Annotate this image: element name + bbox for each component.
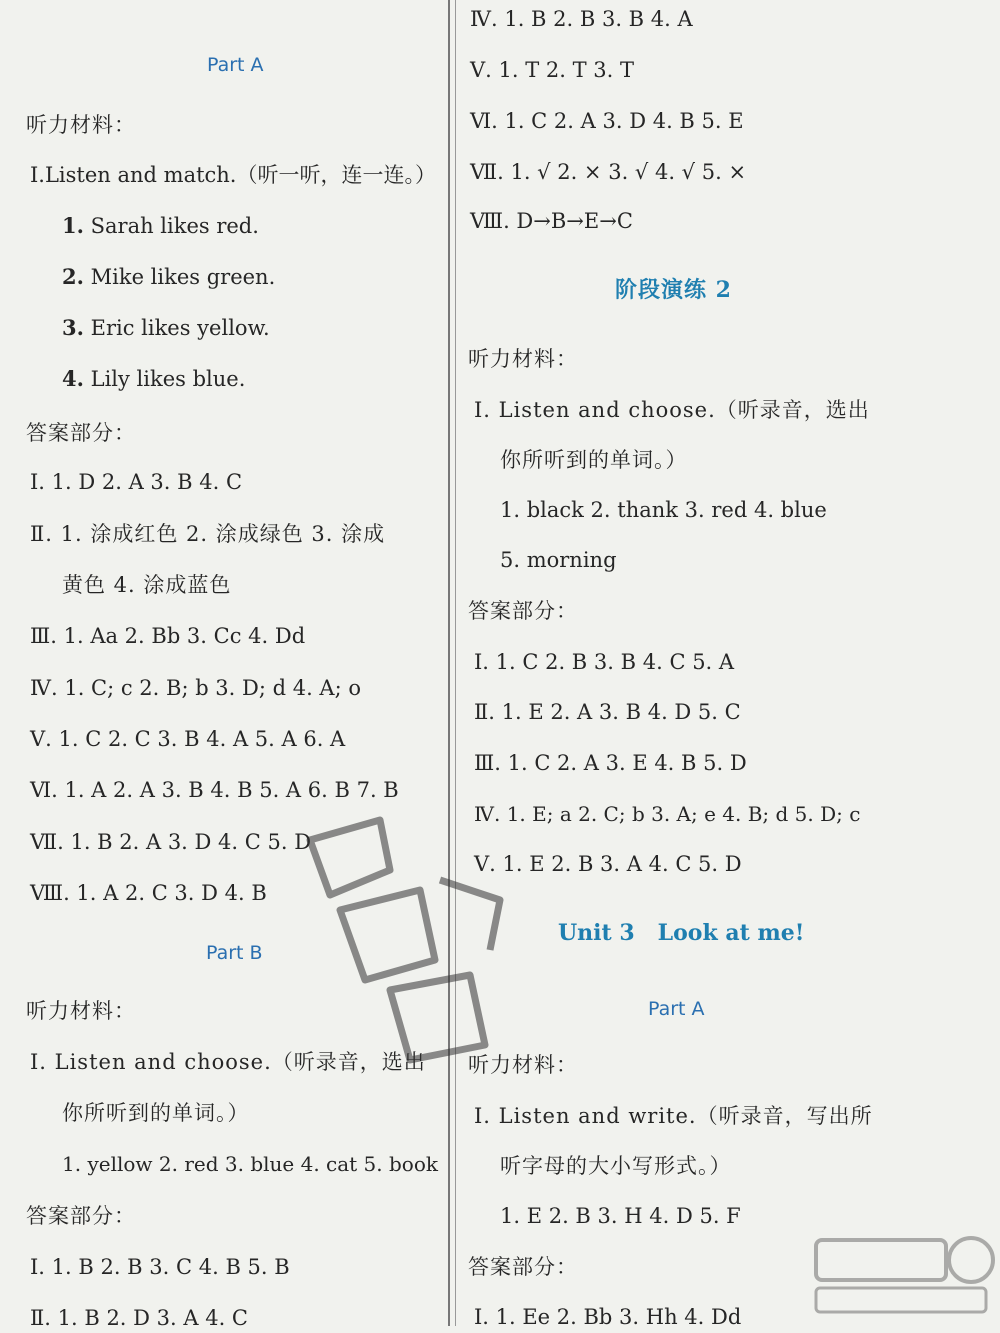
list-item [62, 313, 270, 343]
answer-row-r7: Ⅶ. 1. √ 2. × 3. √ 4. √ 5. × [470, 160, 747, 184]
answer-row-2b: 黄色 4. 涂成蓝色 [62, 573, 232, 597]
item-number: 4. [62, 366, 84, 391]
answer-row-r4: Ⅳ. 1. B 2. B 3. B 4. A [470, 7, 693, 31]
answer-row-3: Ⅲ. 1. Aa 2. Bb 3. Cc 4. Dd [30, 624, 306, 648]
answer-row-1: Ⅰ. 1. D 2. A 3. B 4. C [30, 470, 243, 494]
answer-row-2a: Ⅱ. 1. 涂成红色 2. 涂成绿色 3. 涂成 [30, 522, 386, 546]
answer-label: 答案部分： [26, 421, 136, 445]
answer-label: 答案部分： [468, 1255, 578, 1279]
answer-row-a4: Ⅳ. 1. E; a 2. C; b 3. A; e 4. B; d 5. D; c [474, 802, 861, 826]
answer-label: 答案部分： [26, 1204, 136, 1228]
section-1-text: Listen and match.（听一听，连一连。） [44, 163, 436, 187]
word-list: 1. black 2. thank 3. red 4. blue [500, 498, 827, 522]
answer-row-5: Ⅴ. 1. C 2. C 3. B 4. A 5. A 6. A [30, 727, 346, 751]
item-number: 3. [62, 315, 84, 340]
item-text: Lily likes blue. [90, 367, 246, 391]
section-1-number: Ⅰ. [30, 163, 45, 187]
answer-row-a1: Ⅰ. 1. C 2. B 3. B 4. C 5. A [474, 650, 735, 674]
list-item [62, 211, 259, 241]
listening-label: 听力材料： [26, 999, 136, 1023]
column-divider [455, 0, 456, 1326]
listening-label: 听力材料： [468, 1053, 578, 1077]
column-divider [448, 0, 450, 1326]
right-column [462, 0, 1000, 1329]
answer-row-b1: Ⅰ. 1. Ee 2. Bb 3. Hh 4. Dd [474, 1305, 742, 1329]
item-number: 1. [62, 213, 84, 238]
listening-label: 听力材料： [468, 347, 578, 371]
item-text: Sarah likes red. [90, 214, 259, 238]
answer-row-4: Ⅳ. 1. C; c 2. B; b 3. D; d 4. A; o [30, 676, 361, 700]
item-number: 2. [62, 264, 84, 289]
listening-label: 听力材料： [26, 113, 136, 137]
word-list: 1. yellow 2. red 3. blue 4. cat 5. book [62, 1152, 438, 1176]
section-instruction-cont: 你所听到的单词。） [62, 1101, 250, 1125]
left-column [0, 0, 452, 1330]
list-item [62, 364, 245, 394]
item-text: Eric likes yellow. [90, 316, 270, 340]
part-a-title: Part A [648, 998, 705, 1020]
part-b-title: Part B [206, 942, 263, 964]
part-a-title: Part A [207, 54, 264, 76]
answer-row-7: Ⅶ. 1. B 2. A 3. D 4. C 5. D [30, 830, 312, 854]
answer-row-b2: Ⅱ. 1. B 2. D 3. A 4. C [30, 1306, 248, 1330]
answer-row-b1: Ⅰ. 1. B 2. B 3. C 4. B 5. B [30, 1255, 290, 1279]
section-1-instruction [30, 160, 436, 190]
unit-title: Unit 3 Look at me! [558, 920, 805, 946]
letter-list: 1. E 2. B 3. H 4. D 5. F [500, 1204, 741, 1228]
word-list-cont: 5. morning [500, 548, 617, 572]
section-instruction: Ⅰ. Listen and choose.（听录音，选出 [474, 398, 870, 422]
stage-title: 阶段演练 2 [615, 277, 732, 303]
watermark-logo [806, 1220, 996, 1320]
section-instruction-cont: 你所听到的单词。） [500, 448, 688, 472]
answer-row-a3: Ⅲ. 1. C 2. A 3. E 4. B 5. D [474, 751, 747, 775]
answer-row-6: Ⅵ. 1. A 2. A 3. B 4. B 5. A 6. B 7. B [30, 778, 399, 802]
answer-row-a5: Ⅴ. 1. E 2. B 3. A 4. C 5. D [474, 852, 742, 876]
answer-row-a2: Ⅱ. 1. E 2. A 3. B 4. D 5. C [474, 700, 741, 724]
answer-row-r6: Ⅵ. 1. C 2. A 3. D 4. B 5. E [470, 109, 744, 133]
section-instruction: Ⅰ. Listen and write.（听录音，写出所 [474, 1104, 873, 1128]
stamp-graphic [270, 800, 530, 1090]
item-text: Mike likes green. [90, 265, 276, 289]
answer-label: 答案部分： [468, 599, 578, 623]
answer-row-r8: Ⅷ. D→B→E→C [470, 209, 633, 233]
list-item [62, 262, 275, 292]
answer-row-r5: Ⅴ. 1. T 2. T 3. T [470, 58, 635, 82]
answer-row-8: Ⅷ. 1. A 2. C 3. D 4. B [30, 881, 267, 905]
section-instruction-cont: 听字母的大小写形式。） [500, 1154, 732, 1178]
section-instruction: Ⅰ. Listen and choose.（听录音，选出 [30, 1050, 426, 1074]
